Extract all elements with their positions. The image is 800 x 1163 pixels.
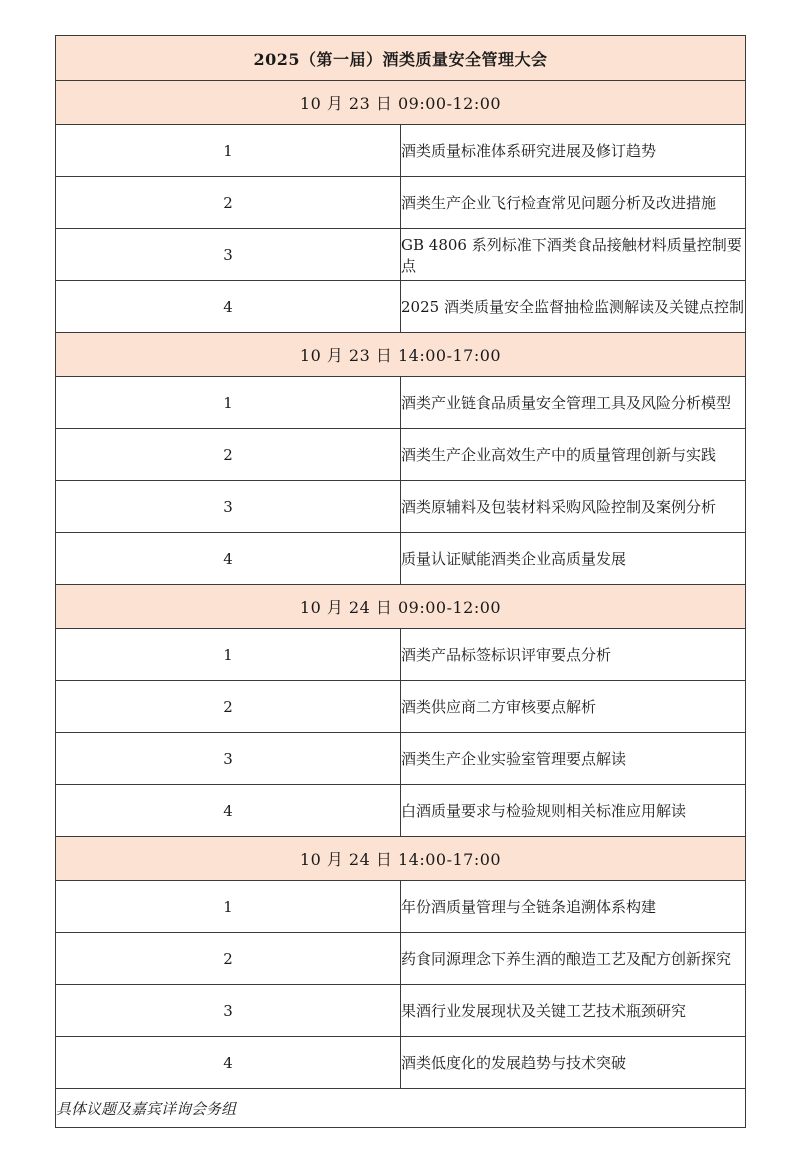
item-topic: 白酒质量要求与检验规则相关标准应用解读 bbox=[401, 785, 746, 837]
table-row bbox=[56, 177, 746, 229]
item-number: 2 bbox=[56, 177, 401, 229]
footnote-row bbox=[56, 1089, 746, 1128]
item-number: 2 bbox=[56, 681, 401, 733]
item-number: 3 bbox=[56, 229, 401, 281]
item-number: 3 bbox=[56, 733, 401, 785]
table-row bbox=[56, 629, 746, 681]
table-row bbox=[56, 681, 746, 733]
item-number: 1 bbox=[56, 629, 401, 681]
table-row bbox=[56, 429, 746, 481]
table-row bbox=[56, 229, 746, 281]
item-topic: 质量认证赋能酒类企业高质量发展 bbox=[401, 533, 746, 585]
item-number: 3 bbox=[56, 481, 401, 533]
table-row bbox=[56, 785, 746, 837]
item-number: 4 bbox=[56, 533, 401, 585]
table-row bbox=[56, 1037, 746, 1089]
item-number: 1 bbox=[56, 125, 401, 177]
item-topic: 酒类供应商二方审核要点解析 bbox=[401, 681, 746, 733]
item-topic: 年份酒质量管理与全链条追溯体系构建 bbox=[401, 881, 746, 933]
footnote: 具体议题及嘉宾详询会务组 bbox=[56, 1089, 746, 1128]
item-number: 4 bbox=[56, 1037, 401, 1089]
table-row bbox=[56, 125, 746, 177]
item-number: 2 bbox=[56, 429, 401, 481]
item-number: 1 bbox=[56, 881, 401, 933]
item-topic: GB 4806 系列标准下酒类食品接触材料质量控制要点 bbox=[401, 229, 746, 281]
item-topic: 酒类生产企业实验室管理要点解读 bbox=[401, 733, 746, 785]
session-header: 10 月 24 日 14:00-17:00 bbox=[56, 837, 746, 881]
agenda-table bbox=[55, 35, 746, 1128]
item-number: 2 bbox=[56, 933, 401, 985]
item-topic: 酒类原辅料及包装材料采购风险控制及案例分析 bbox=[401, 481, 746, 533]
session-header-row bbox=[56, 81, 746, 125]
agenda-title: 2025（第一届）酒类质量安全管理大会 bbox=[56, 36, 746, 81]
session-header: 10 月 23 日 09:00-12:00 bbox=[56, 81, 746, 125]
table-row bbox=[56, 985, 746, 1037]
item-topic: 酒类低度化的发展趋势与技术突破 bbox=[401, 1037, 746, 1089]
item-topic: 酒类生产企业飞行检查常见问题分析及改进措施 bbox=[401, 177, 746, 229]
title-row bbox=[56, 36, 746, 81]
item-number: 3 bbox=[56, 985, 401, 1037]
item-number: 4 bbox=[56, 281, 401, 333]
item-topic: 酒类产业链食品质量安全管理工具及风险分析模型 bbox=[401, 377, 746, 429]
table-row bbox=[56, 481, 746, 533]
item-topic: 2025 酒类质量安全监督抽检监测解读及关键点控制 bbox=[401, 281, 746, 333]
table-row bbox=[56, 733, 746, 785]
item-topic: 果酒行业发展现状及关键工艺技术瓶颈研究 bbox=[401, 985, 746, 1037]
table-row bbox=[56, 533, 746, 585]
session-header-row bbox=[56, 333, 746, 377]
session-header-row bbox=[56, 837, 746, 881]
table-row bbox=[56, 933, 746, 985]
item-topic: 酒类质量标准体系研究进展及修订趋势 bbox=[401, 125, 746, 177]
table-row bbox=[56, 377, 746, 429]
item-topic: 药食同源理念下养生酒的酿造工艺及配方创新探究 bbox=[401, 933, 746, 985]
session-header-row bbox=[56, 585, 746, 629]
agenda-table-body bbox=[56, 36, 746, 1128]
item-topic: 酒类产品标签标识评审要点分析 bbox=[401, 629, 746, 681]
table-row bbox=[56, 281, 746, 333]
item-number: 4 bbox=[56, 785, 401, 837]
table-row bbox=[56, 881, 746, 933]
session-header: 10 月 24 日 09:00-12:00 bbox=[56, 585, 746, 629]
item-number: 1 bbox=[56, 377, 401, 429]
item-topic: 酒类生产企业高效生产中的质量管理创新与实践 bbox=[401, 429, 746, 481]
session-header: 10 月 23 日 14:00-17:00 bbox=[56, 333, 746, 377]
